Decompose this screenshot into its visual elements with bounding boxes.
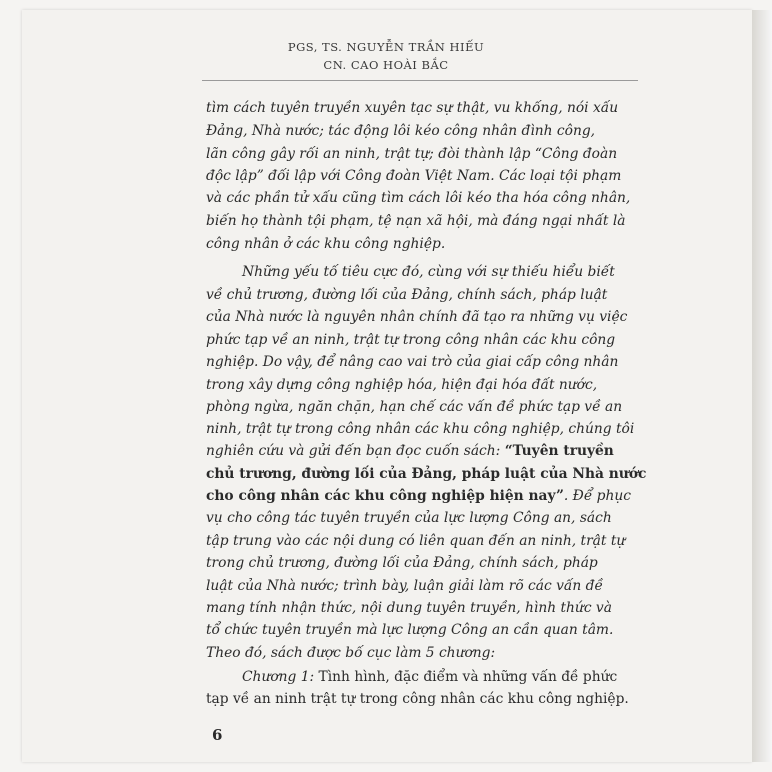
paragraph2-line: về chủ trương, đường lối của Đảng, chính sách, pháp luật <box>206 287 608 303</box>
book-title-segment: cho công nhân các khu công nghiệp hiện nay” <box>206 488 564 504</box>
paragraph2-line: phức tạp về an ninh, trật tự trong công nhân các khu công <box>206 332 616 348</box>
paragraph2-line: ninh, trật tự trong công nhân các khu công nghiệp, chúng tôi <box>206 421 635 437</box>
paragraph2-line: trong xây dựng công nghiệp hóa, hiện đại hóa đất nước, <box>206 377 598 393</box>
paragraph2-line: vụ cho công tác tuyên truyền của lực lượng Công an, sách <box>206 510 612 526</box>
paragraph2-line: của Nhà nước là nguyên nhân chính đã tạo ra những vụ việc <box>206 309 628 325</box>
paragraph1-line: tìm cách tuyên truyền xuyên tạc sự thật, vu khống, nói xấu <box>206 100 619 116</box>
paragraph2-line: Theo đó, sách được bố cục làm 5 chương: <box>206 645 496 661</box>
header-authors-line1: PGS, TS. NGUYỄN TRẦN HIẾU <box>287 40 485 54</box>
paragraph1-line: Đảng, Nhà nước; tác động lôi kéo công nhân đình công, <box>206 123 596 139</box>
paragraph1-line: độc lập” đối lập với Công đoàn Việt Nam. Các loại tội phạm <box>206 168 622 184</box>
paragraph2-line: tập trung vào các nội dung có liên quan đến an ninh, trật tự <box>206 533 626 549</box>
paragraph2-line: trong chủ trương, đường lối của Đảng, chính sách, pháp <box>206 555 598 571</box>
paragraph2-title-line <box>206 488 686 505</box>
paragraph2-line: Những yếu tố tiêu cực đó, cùng với sự thiếu hiểu biết <box>242 264 615 280</box>
paragraph2-title-line <box>206 466 686 483</box>
header-authors-line2: CN. CAO HOÀI BẮC <box>323 58 449 72</box>
chapter1-line: tạp về an ninh trật tự trong công nhân các khu công nghiệp. <box>206 691 629 707</box>
text-segment: nghiên cứu và gửi đến bạn đọc cuốn sách: <box>206 443 505 459</box>
book-title-segment: “Tuyên truyền <box>504 443 614 459</box>
chapter1-text: Tình hình, đặc điểm và những vấn đề phức <box>314 669 618 685</box>
paragraph2-line: mang tính nhận thức, nội dung tuyên truyền, hình thức và <box>206 600 612 616</box>
page-edge-shadow <box>752 10 772 762</box>
header-rule <box>202 80 638 81</box>
book-title-segment: chủ trương, đường lối của Đảng, pháp luật của Nhà nước <box>206 466 647 482</box>
chapter1-line <box>242 669 722 686</box>
paragraph2-line: luật của Nhà nước; trình bày, luận giải làm rõ các vấn đề <box>206 578 603 594</box>
paragraph2-line: nghiệp. Do vậy, để nâng cao vai trò của giai cấp công nhân <box>206 354 619 370</box>
text-segment: . Để phục <box>563 488 632 504</box>
chapter1-label: Chương 1: <box>242 669 315 685</box>
paragraph2-line: tổ chức tuyên truyền mà lực lượng Công an cần quan tâm. <box>206 622 614 638</box>
page-number: 6 <box>212 726 223 744</box>
paragraph1-line: và các phần tử xấu cũng tìm cách lôi kéo tha hóa công nhân, <box>206 190 631 206</box>
paragraph2-title-line <box>206 443 686 460</box>
paragraph1-line: biến họ thành tội phạm, tệ nạn xã hội, mà đáng ngại nhất là <box>206 213 626 229</box>
paragraph2-line: phòng ngừa, ngăn chặn, hạn chế các vấn đề phức tạp về an <box>206 399 623 415</box>
paragraph1-line: công nhân ở các khu công nghiệp. <box>206 236 446 252</box>
paragraph1-line: lãn công gây rối an ninh, trật tự; đòi thành lập “Công đoàn <box>206 146 618 162</box>
